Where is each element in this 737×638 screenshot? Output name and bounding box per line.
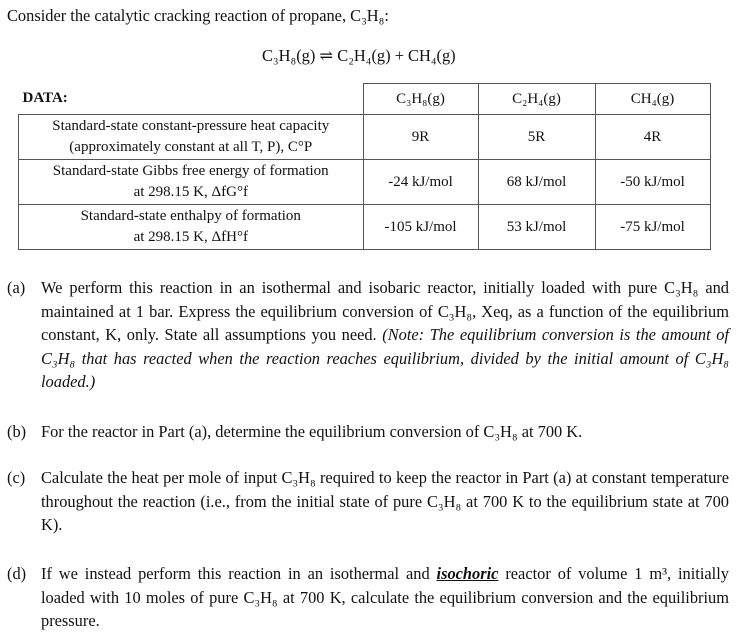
cell-value: -24 kJ/mol xyxy=(363,160,478,205)
cell-value: 53 kJ/mol xyxy=(478,205,595,250)
product-methane: CH₄(g) xyxy=(408,46,456,65)
part-text: For the reactor in Part (a), determine the equilibrium conversion of C₃H₈ at 700 K. xyxy=(41,422,583,441)
part-text-after: reactor of volume 1 m³, initially loaded with 10 moles of pure C₃H₈ at 700 K, calculate the equilibrium conversion and the equilibrium pressure. xyxy=(41,564,729,630)
cell-value: -75 kJ/mol xyxy=(595,205,710,250)
cell-value: 4R xyxy=(595,115,710,160)
column-header-propane: C₃H₈(g) xyxy=(363,84,478,115)
emphasis-isochoric: isochoric xyxy=(436,564,499,583)
problem-intro xyxy=(7,6,389,26)
part-note: (Note: The equilibrium conversion is the amount of C₃H₈ that has reacted when the reaction reaches equilibrium, divided by the initial amount of C₃H₈ loaded.) xyxy=(41,325,729,391)
row-label-enthalpy xyxy=(19,205,364,250)
part-label: (d) xyxy=(7,564,27,583)
cell-value: 68 kJ/mol xyxy=(478,160,595,205)
part-text-before: If we instead perform this reaction in an isothermal and xyxy=(41,564,430,583)
equilibrium-arrow: ⇌ xyxy=(319,46,334,65)
part-text: We perform this reaction in an isothermal and isobaric reactor, initially loaded with pure C₃H₈ and maintained at 1 bar. Express the equilibrium conversion of C₃H₈, Xeq, as a function of the equilibrium constant, K, only. State all assumptions you need. xyxy=(41,278,729,344)
plus-sign: + xyxy=(394,46,404,65)
part-c xyxy=(7,466,729,537)
data-table xyxy=(18,83,711,250)
row-label-line: Standard-state constant-pressure heat capacity xyxy=(52,118,330,134)
part-label: (b) xyxy=(7,422,27,441)
part-label: (a) xyxy=(7,278,26,297)
cell-value: -105 kJ/mol xyxy=(363,205,478,250)
cell-value: 5R xyxy=(478,115,595,160)
reactant-propane: C₃H₈(g) xyxy=(262,46,316,65)
part-text: Calculate the heat per mole of input C₃H₈ required to keep the reactor in Part (a) at constant temperature throughout the reaction (i.e., from the initial state of pure C₃H₈ at 700 K to the equilibrium state at 700 K). xyxy=(41,468,729,534)
product-ethylene: C₂H₄(g) xyxy=(337,46,391,65)
table-header-label: DATA: xyxy=(22,90,68,107)
row-label-line: at 298.15 K, ΔfG°f xyxy=(133,184,248,200)
row-label-line: Standard-state enthalpy of formation xyxy=(80,208,301,224)
row-label-line: Standard-state Gibbs free energy of formation xyxy=(52,163,329,179)
table-row xyxy=(19,160,711,205)
row-label-line: (approximately constant at all T, P), C°P xyxy=(69,139,313,155)
cell-value: 9R xyxy=(363,115,478,160)
intro-text: Consider the catalytic cracking reaction of propane, C₃H₈: xyxy=(7,6,389,25)
cell-value: -50 kJ/mol xyxy=(595,160,710,205)
row-label-line: at 298.15 K, ΔfH°f xyxy=(133,229,248,245)
table-row xyxy=(19,115,711,160)
column-header-ethylene: C₂H₄(g) xyxy=(478,84,595,115)
row-label-gibbs xyxy=(19,160,364,205)
row-label-heat-capacity xyxy=(19,115,364,160)
reaction-equation xyxy=(262,46,456,66)
part-a xyxy=(7,276,729,394)
part-label: (c) xyxy=(7,468,26,487)
table-row xyxy=(19,205,711,250)
column-header-methane: CH₄(g) xyxy=(595,84,710,115)
part-b xyxy=(7,420,729,444)
part-d xyxy=(7,562,729,633)
